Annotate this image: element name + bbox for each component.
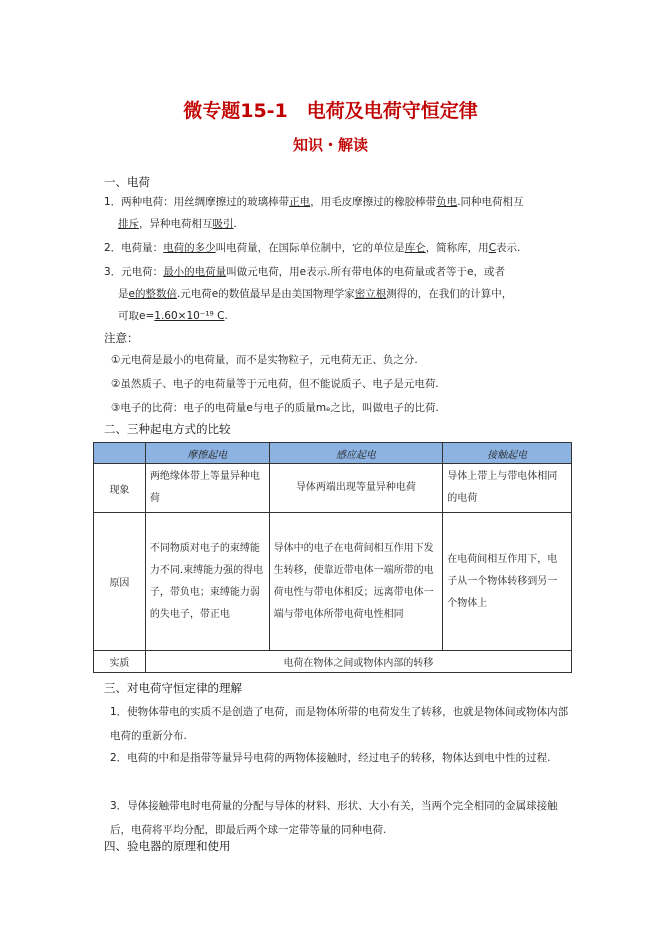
note-2: ②虽然质子、电子的电荷量等于元电荷，但不能说质子、电子是元电荷. bbox=[111, 378, 439, 390]
table-cell: 导体中的电子在电荷间相互作用下发生转移，使靠近带电体一端所带的电荷电性与带电体相反；远离带电体一端与带电体所带电荷电性相同 bbox=[269, 513, 443, 651]
table-row bbox=[94, 513, 572, 651]
comparison-table bbox=[93, 442, 572, 673]
table-cell: 电荷在物体之间或物体内部的转移 bbox=[145, 651, 571, 673]
section-heading-conservation: 三、对电荷守恒定律的理解 bbox=[104, 681, 242, 695]
note-1: ①元电荷是最小的电荷量，而不是实物粒子，元电荷无正、负之分. bbox=[111, 354, 418, 366]
document-title: 微专题15-1 电荷及电荷守恒定律 bbox=[183, 100, 478, 122]
item1-line2: 排斥，异种电荷相互吸引. bbox=[118, 218, 237, 230]
row-label: 原因 bbox=[94, 513, 146, 651]
conservation-item-2: 2．电荷的中和是指带等量异号电荷的两物体接触时，经过电子的转移，物体达到电中性的过程. bbox=[110, 752, 551, 764]
table-cell: 导体两端出现等量异种电荷 bbox=[269, 464, 443, 513]
row-label: 现象 bbox=[94, 464, 146, 513]
table-cell: 不同物质对电子的束缚能力不同.束缚能力强的得电子，带负电；束缚能力弱的失电子，带正电 bbox=[145, 513, 269, 651]
note-heading: 注意： bbox=[104, 331, 139, 345]
table-header-cell bbox=[94, 443, 146, 464]
conservation-item-1: 1．使物体带电的实质不是创造了电荷，而是物体所带的电荷发生了转移，也就是物体间或物体内部电荷的重新分布. bbox=[110, 706, 569, 742]
table-cell: 在电荷间相互作用下，电子从一个物体转移到另一个物体上 bbox=[443, 513, 572, 651]
item3-line3: 可取e=1.60×10⁻¹⁹ C. bbox=[118, 310, 228, 322]
item2: 2．电荷量：电荷的多少叫电荷量，在国际单位制中，它的单位是库仑，简称库，用C表示. bbox=[104, 242, 521, 254]
note-3: ③电子的比荷：电子的电荷量e与电子的质量mₑ之比，叫做电子的比荷. bbox=[111, 402, 439, 414]
table-header-cell: 摩擦起电 bbox=[145, 443, 269, 464]
table-cell: 导体上带上与带电体相同的电荷 bbox=[443, 464, 572, 513]
conservation-item-3: 3．导体接触带电时电荷量的分配与导体的材料、形状、大小有关，当两个完全相同的金属球接触后，电荷将平均分配，即最后两个球一定带等量的同种电荷. bbox=[110, 800, 558, 836]
table-row bbox=[94, 651, 572, 673]
item1-line1: 1．两种电荷：用丝绸摩擦过的玻璃棒带正电，用毛皮摩擦过的橡胶棒带负电.同种电荷相互 bbox=[104, 196, 524, 208]
table-row bbox=[94, 464, 572, 513]
section-heading-charge: 一、电荷 bbox=[104, 175, 150, 189]
section-heading-comparison: 二、三种起电方式的比较 bbox=[104, 422, 231, 436]
table-header-cell: 感应起电 bbox=[269, 443, 443, 464]
item3-line1: 3．元电荷：最小的电荷量叫做元电荷，用e表示.所有带电体的电荷量或者等于e，或者 bbox=[104, 266, 505, 278]
table-cell: 两绝缘体带上等量异种电荷 bbox=[145, 464, 269, 513]
section-subtitle: 知识・解读 bbox=[292, 136, 368, 154]
section-heading-electroscope: 四、验电器的原理和使用 bbox=[104, 839, 231, 853]
table-header-cell: 接触起电 bbox=[443, 443, 572, 464]
row-label: 实质 bbox=[94, 651, 146, 673]
table-header-row bbox=[94, 443, 572, 464]
item3-line2: 是e的整数倍.元电荷e的数值最早是由美国物理学家密立根测得的，在我们的计算中， bbox=[118, 288, 513, 300]
